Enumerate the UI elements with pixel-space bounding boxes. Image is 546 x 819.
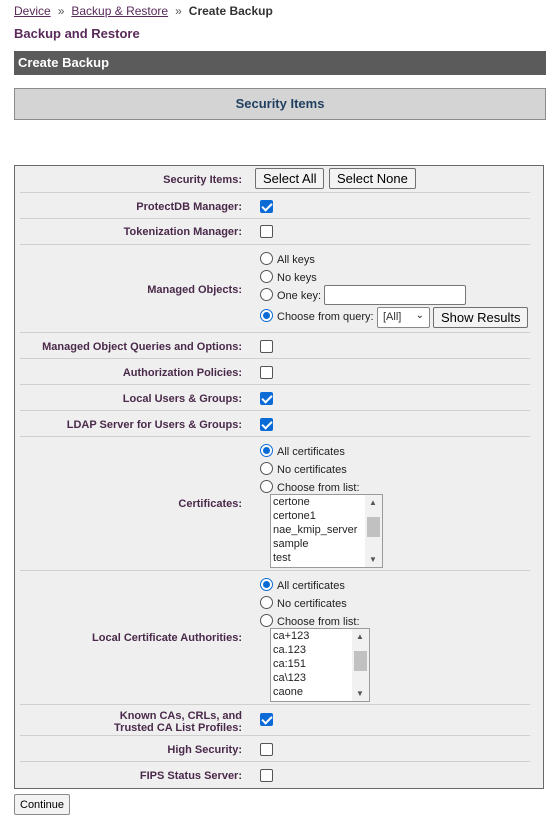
certs-none-radio[interactable] [260,462,273,475]
backup-form [14,165,544,789]
row-known-cas [20,705,530,736]
protectdb-label: ProtectDB Manager: [136,201,242,213]
local-users-checkbox[interactable] [260,392,273,405]
scrollbar[interactable] [365,495,382,567]
breadcrumb-device-link[interactable]: Device [14,4,51,18]
local-cas-listbox[interactable] [270,628,370,702]
list-item[interactable]: caone [273,686,303,698]
certs-all-label: All certificates [277,446,345,458]
ldap-checkbox[interactable] [260,418,273,431]
row-local-users [20,385,530,411]
breadcrumb-separator: » [175,4,182,18]
breadcrumb-current: Create Backup [188,4,273,18]
continue-button[interactable]: Continue [14,794,70,815]
auth-policies-checkbox[interactable] [260,366,273,379]
local-users-label: Local Users & Groups: [122,393,242,405]
query-select[interactable] [377,307,430,328]
row-managed-objects [20,245,530,333]
scroll-down-icon[interactable]: ▼ [356,689,364,698]
all-keys-radio[interactable] [260,252,273,265]
row-security-items [20,166,530,193]
certs-choose-label: Choose from list: [277,482,360,494]
certs-all-radio[interactable] [260,444,273,457]
page-title: Backup and Restore [14,26,140,41]
mo-queries-label: Managed Object Queries and Options: [42,341,242,353]
row-tokenization [20,219,530,245]
scrollbar[interactable] [352,629,369,701]
security-items-banner: Security Items [14,88,546,120]
select-none-button[interactable]: Select None [329,168,416,189]
one-key-input[interactable] [324,285,466,305]
scroll-down-icon[interactable]: ▼ [369,555,377,564]
high-security-checkbox[interactable] [260,743,273,756]
cas-none-radio[interactable] [260,596,273,609]
row-protectdb [20,193,530,219]
query-select-value: [All] [383,311,402,323]
scrollbar-thumb[interactable] [354,651,367,671]
cas-choose-radio[interactable] [260,614,273,627]
select-all-button[interactable]: Select All [255,168,324,189]
row-auth-policies [20,359,530,385]
chevron-down-icon: ⌄ [415,310,424,321]
certs-choose-radio[interactable] [260,480,273,493]
row-fips [20,762,530,788]
breadcrumb [14,4,273,18]
breadcrumb-separator: » [57,4,65,18]
local-cas-label: Local Certificate Authorities: [92,632,242,644]
section-header: Create Backup [14,51,546,75]
security-items-label: Security Items: [163,174,242,186]
choose-from-query-label: Choose from query: [277,311,374,323]
list-item[interactable]: nae_kmip_server [273,524,358,536]
row-certificates [20,437,530,571]
known-cas-label-line1: Known CAs, CRLs, and [119,710,242,722]
one-key-radio[interactable] [260,288,273,301]
known-cas-label-line2: Trusted CA List Profiles: [114,722,242,734]
fips-label: FIPS Status Server: [139,770,242,782]
breadcrumb-backup-restore-link[interactable]: Backup & Restore [71,4,169,18]
protectdb-checkbox[interactable] [260,200,273,213]
no-keys-label: No keys [277,272,317,284]
list-item[interactable]: certone [273,496,310,508]
no-keys-radio[interactable] [260,270,273,283]
tokenization-checkbox[interactable] [260,225,273,238]
row-local-cas [20,571,530,705]
list-item[interactable]: ca+123 [273,630,310,642]
ldap-label: LDAP Server for Users & Groups: [66,419,242,431]
cas-all-label: All certificates [277,580,345,592]
row-high-security [20,736,530,762]
choose-from-query-radio[interactable] [260,309,273,322]
managed-objects-label: Managed Objects: [147,284,242,296]
high-security-label: High Security: [167,744,242,756]
list-item[interactable]: ca:151 [273,658,307,670]
scrollbar-thumb[interactable] [367,517,380,537]
known-cas-label [114,710,242,734]
known-cas-checkbox[interactable] [260,713,273,726]
one-key-label: One key: [277,290,322,302]
certificates-listbox[interactable] [270,494,383,568]
row-ldap [20,411,530,437]
cas-choose-label: Choose from list: [277,616,360,628]
fips-checkbox[interactable] [260,769,273,782]
certificates-label: Certificates: [178,498,242,510]
tokenization-label: Tokenization Manager: [123,226,242,238]
cas-none-label: No certificates [277,598,347,610]
row-mo-queries [20,333,530,359]
cas-all-radio[interactable] [260,578,273,591]
scroll-up-icon[interactable]: ▲ [369,498,377,507]
show-results-button[interactable]: Show Results [433,307,528,328]
list-item[interactable]: test [273,552,291,564]
scroll-up-icon[interactable]: ▲ [356,632,364,641]
mo-queries-checkbox[interactable] [260,340,273,353]
list-item[interactable]: ca\123 [273,672,307,684]
all-keys-label: All keys [277,254,315,266]
certs-none-label: No certificates [277,464,347,476]
list-item[interactable]: ca.123 [273,644,307,656]
list-item[interactable]: sample [273,538,309,550]
list-item[interactable]: certone1 [273,510,316,522]
auth-policies-label: Authorization Policies: [122,367,242,379]
